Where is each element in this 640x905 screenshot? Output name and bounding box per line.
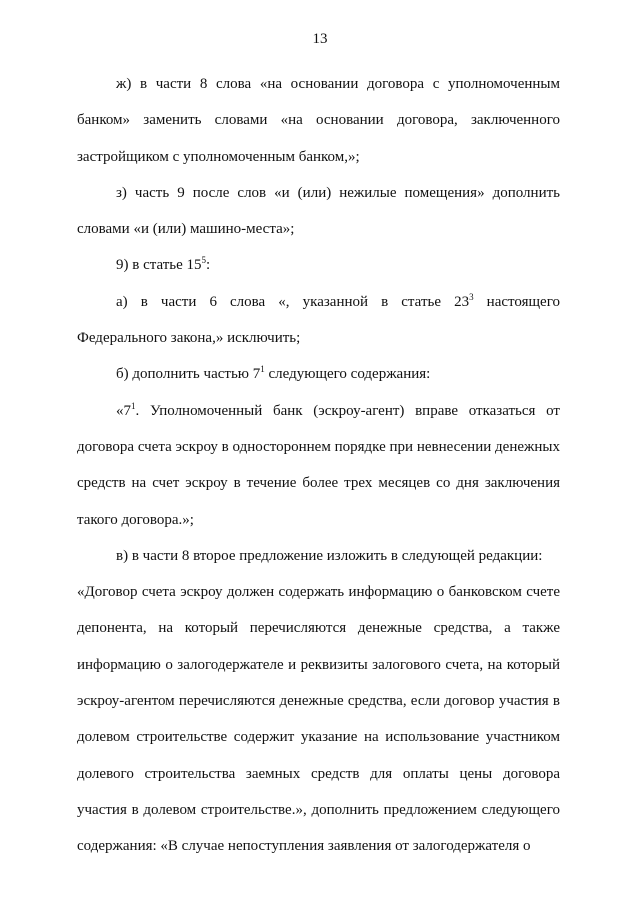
paragraph: [77, 247, 560, 283]
paragraph-text: следующего содержания:: [264, 366, 431, 383]
superscript: 5: [201, 255, 207, 266]
paragraph-text: ж) в части 8 слова «на основании договора с уполномоченным банком» заменить словами «на основании договора, заключенного застройщиком с уполномоченным банком,»;: [77, 76, 560, 165]
superscript: 1: [260, 364, 265, 375]
paragraph: [77, 538, 560, 574]
page-number: 13: [312, 31, 328, 47]
paragraph: [77, 284, 560, 357]
superscript: 3: [469, 291, 474, 302]
paragraph-text: настоящего Федерального закона,» исключить;: [77, 293, 560, 347]
paragraph-text: :: [206, 257, 211, 274]
paragraph: [77, 574, 560, 864]
paragraph-text: а) в части 6 слова «, указанной в статье 23: [116, 293, 470, 310]
paragraph-text: з) часть 9 после слов «и (или) нежилые помещения» дополнить словами «и (или) машино-места»;: [77, 184, 560, 238]
superscript: 1: [131, 400, 136, 411]
paragraph-text: «Договор счета эскроу должен содержать информацию о банковском счете депонента, на который перечисляются денежные средства, а также информацию о залогодержателе и реквизиты залогового счета, на который эскроу-агентом перечисляются денежные средства, если договор участия в долевом строительстве содержит указание на использование участником долевого строительства заемных средств для оплаты цены договора участия в долевом строительстве.», дополнить предложением следующего содержания: «В случае непоступления заявления от залогодержателя о: [77, 584, 560, 855]
paragraph: [77, 175, 560, 248]
paragraph-text: . Уполномоченный банк (эскроу-агент) вправе отказаться от договора счета эскроу в одностороннем порядке при невнесении денежных средств на счет эскроу в течение более трех месяцев со дня заключения такого договора.»;: [77, 402, 560, 528]
paragraph-text: «7: [116, 402, 131, 419]
document-body: [77, 66, 560, 865]
paragraph: [77, 66, 560, 175]
paragraph-text: б) дополнить частью 7: [116, 366, 261, 383]
paragraph: [77, 356, 560, 392]
paragraph: [77, 393, 560, 538]
paragraph-text: в) в части 8 второе предложение изложить в следующей редакции:: [116, 547, 543, 564]
paragraph-text: 9) в статье 15: [116, 257, 202, 274]
